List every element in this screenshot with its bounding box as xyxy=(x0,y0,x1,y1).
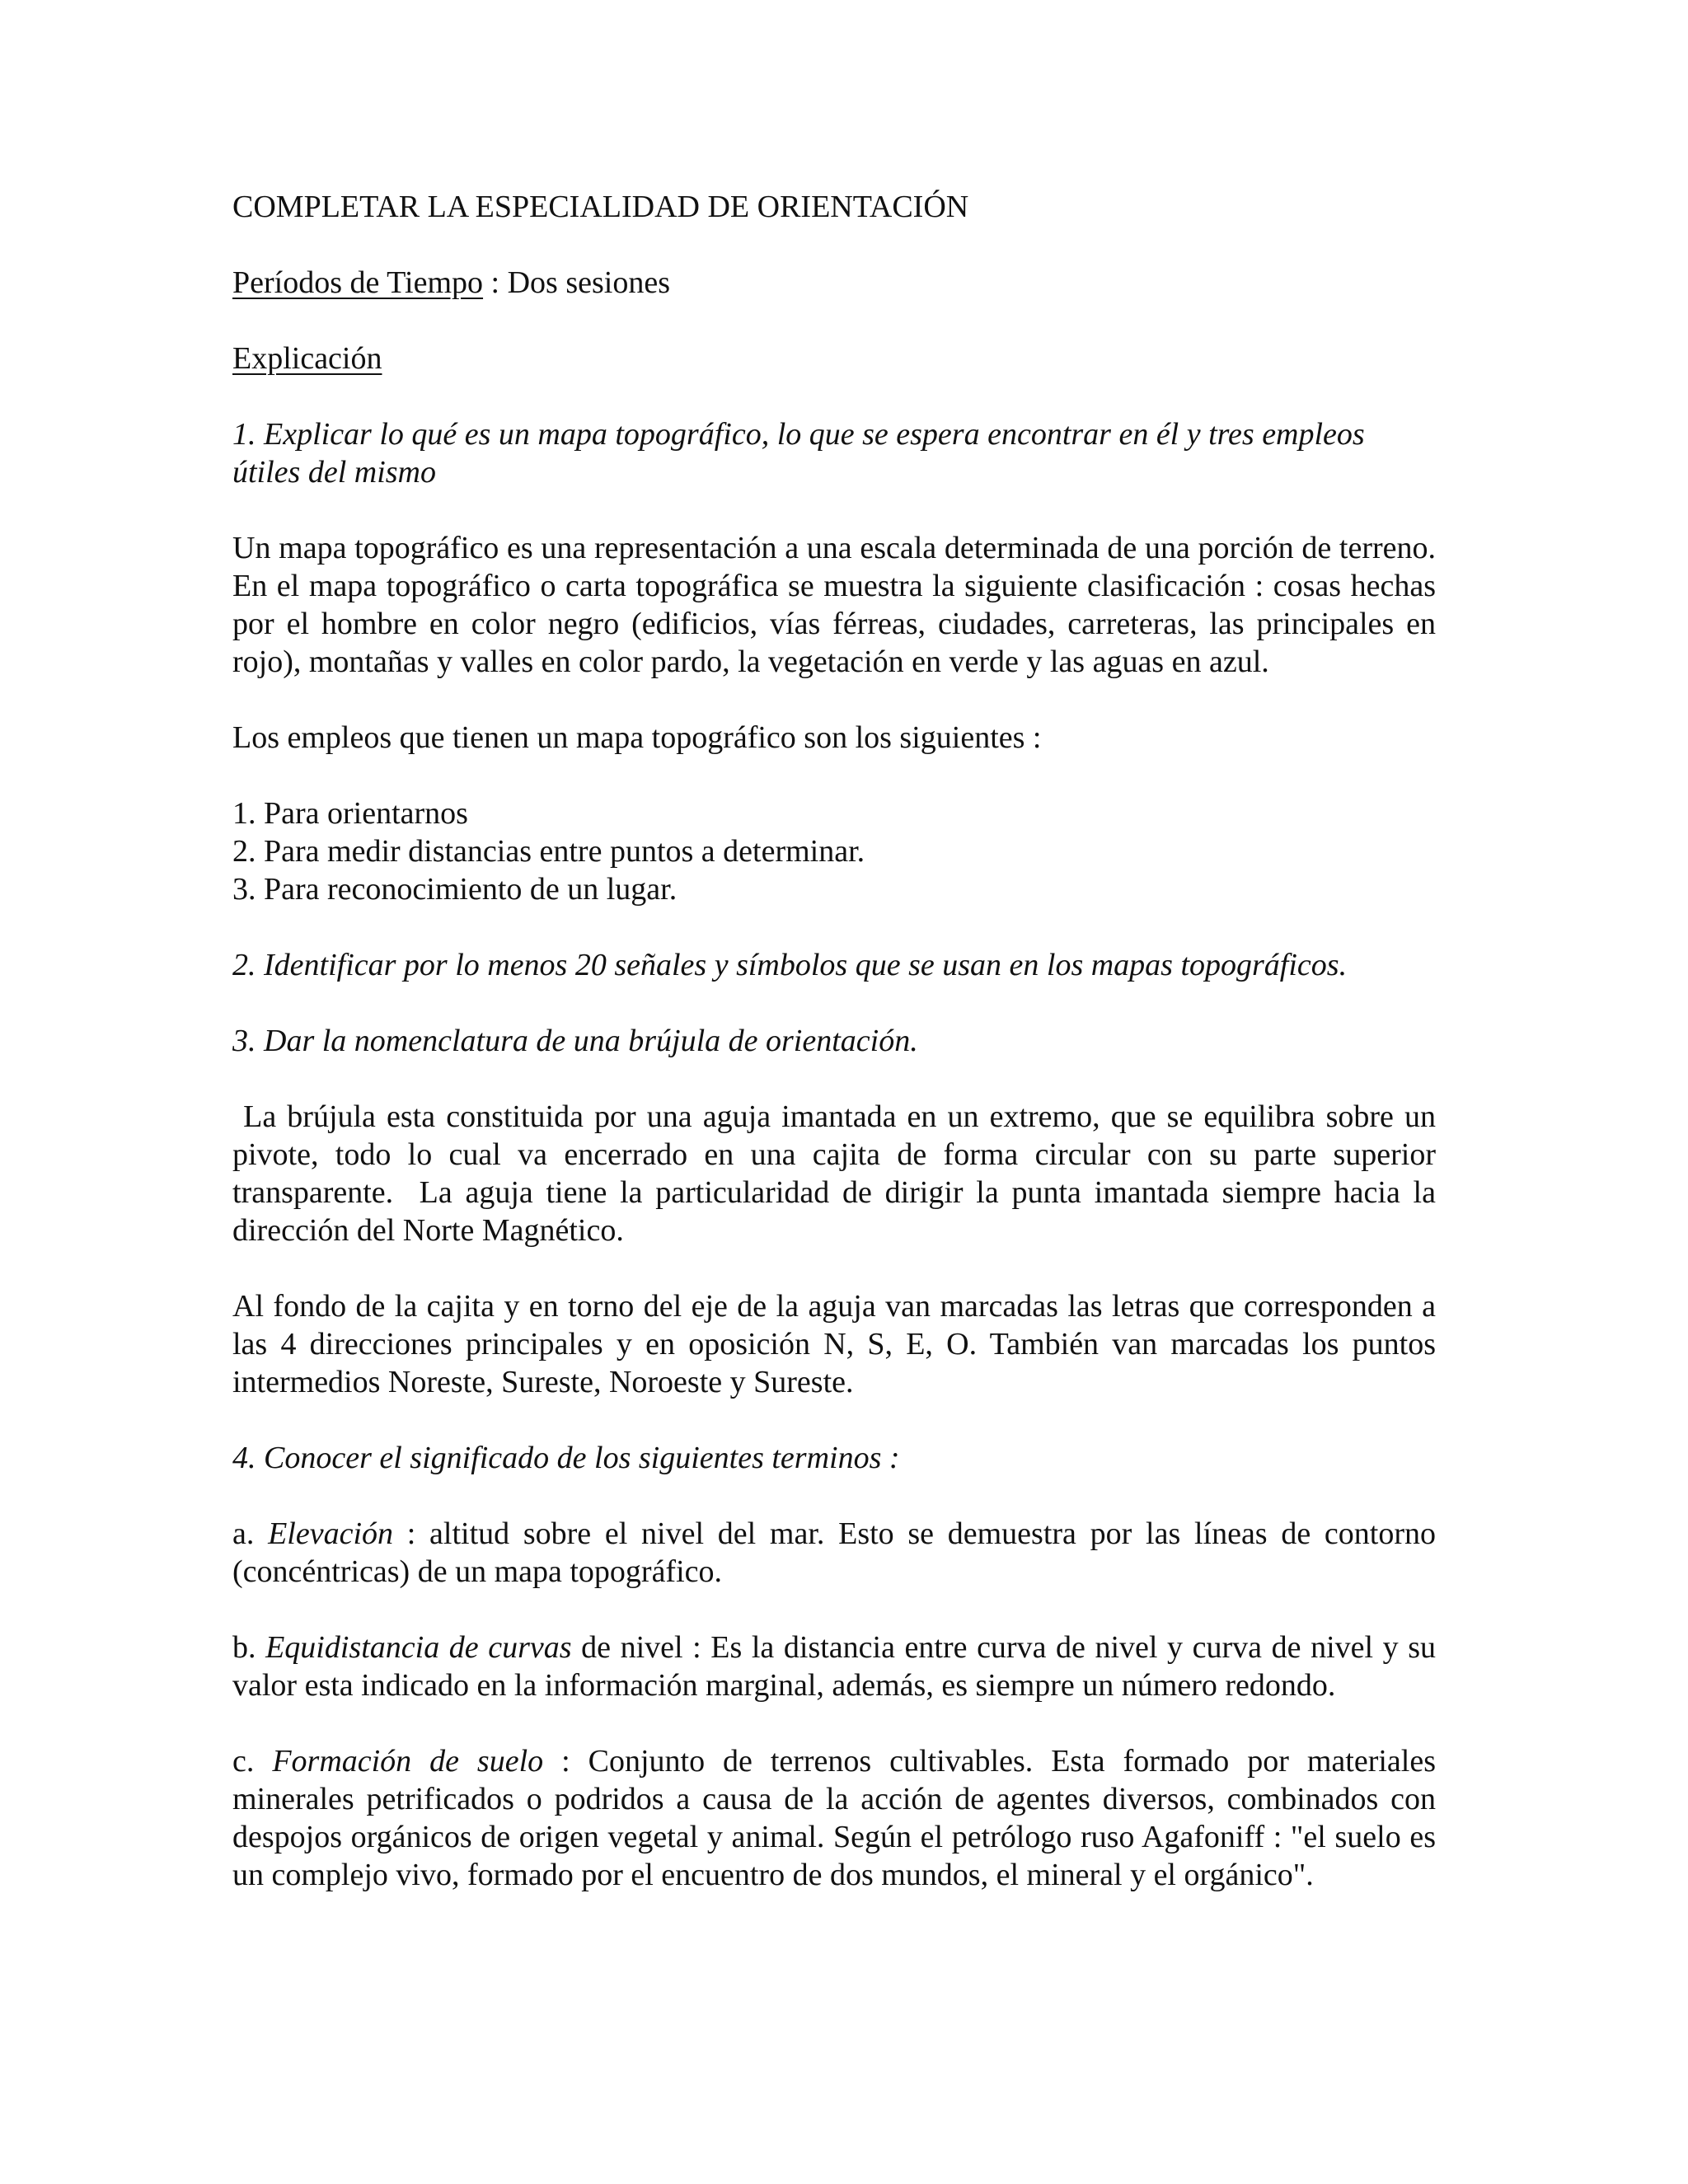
spacer xyxy=(232,377,1436,415)
periodos-value: : Dos sesiones xyxy=(483,265,670,300)
list-item: 3. Para reconocimiento de un lugar. xyxy=(232,872,678,907)
q1-uses-intro: Los empleos que tienen un mapa topográfico son los siguientes : xyxy=(232,720,1042,755)
list-item: 2. Para medir distancias entre puntos a determinar. xyxy=(232,834,865,869)
spacer xyxy=(232,1249,1436,1287)
term-definition: de nivel : Es la distancia entre curva de nivel y curva de nivel y su valor esta indicado en la información marginal, además, es siempre un número redondo. xyxy=(232,1630,1437,1703)
term-name: Equidistancia de curvas xyxy=(265,1630,572,1665)
term-definition: : altitud sobre el nivel del mar. Esto se demuestra por las líneas de contorno (concéntricas) de un mapa topográfico. xyxy=(232,1516,1436,1589)
term-name: Formación de suelo xyxy=(272,1744,544,1779)
periodos-line xyxy=(232,264,1436,302)
q4-term-a xyxy=(232,1515,1436,1591)
q3-paragraph-2: Al fondo de la cajita y en torno del eje de la aguja van marcadas las letras que corresponden a las 4 direcciones principales y en oposición N, S, E, O. También van marcadas los puntos intermedios Noreste, Sureste, Noroeste y Sureste. xyxy=(232,1289,1436,1399)
spacer xyxy=(232,757,1436,794)
spacer xyxy=(232,491,1436,529)
q4-term-c xyxy=(232,1742,1436,1894)
explicacion-heading xyxy=(232,340,1436,377)
term-prefix: a. xyxy=(232,1516,269,1551)
q4-term-b xyxy=(232,1629,1436,1704)
q4-heading: 4. Conocer el significado de los siguientes terminos : xyxy=(232,1441,900,1475)
document-page xyxy=(232,188,1444,1894)
q2-heading: 2. Identificar por lo menos 20 señales y símbolos que se usan en los mapas topográficos. xyxy=(232,948,1348,982)
term-prefix: b. xyxy=(232,1630,266,1665)
document-title: COMPLETAR LA ESPECIALIDAD DE ORIENTACIÓN xyxy=(232,190,969,224)
spacer xyxy=(232,984,1436,1022)
term-name: Elevación xyxy=(268,1516,394,1551)
spacer xyxy=(232,1477,1436,1515)
q3-paragraph-1: La brújula esta constituida por una aguja imantada en un extremo, que se equilibra sobre un pivote, todo lo cual va encerrado en una cajita de forma circular con su parte superior transparente. La aguja tiene la particularidad de dirigir la punta imantada siempre hacia la dirección del Norte Magnético. xyxy=(232,1099,1444,1248)
explicacion-heading-text: Explicación xyxy=(232,341,382,376)
q1-heading: 1. Explicar lo qué es un mapa topográfico, lo que se espera encontrar en él y tres empleos útiles del mismo xyxy=(232,417,1365,490)
spacer xyxy=(232,1591,1436,1629)
spacer xyxy=(232,1704,1436,1742)
spacer xyxy=(232,226,1436,264)
q1-paragraph: Un mapa topográfico es una representación a una escala determinada de una porción de terreno. En el mapa topográfico o carta topográfica se muestra la siguiente clasificación : cosas hechas por el hombre en color negro (edificios, vías férreas, ciudades, carreteras, las principales en rojo), montañas y valles en color pardo, la vegetación en verde y las aguas en azul. xyxy=(232,531,1436,679)
periodos-label: Períodos de Tiempo xyxy=(232,265,484,300)
term-definition: : Conjunto de terrenos cultivables. Esta formado por materiales minerales petrificados o podridos a causa de la acción de agentes diversos, combinados con despojos orgánicos de origen vegetal y animal. Según el petrólogo ruso Agafoniff : "el suelo es un complejo vivo, formado por el encuentro de dos mundos, el mineral y el orgánico". xyxy=(232,1744,1436,1892)
spacer xyxy=(232,1401,1436,1439)
term-prefix: c. xyxy=(232,1744,273,1779)
spacer xyxy=(232,908,1436,946)
spacer xyxy=(232,302,1436,340)
spacer xyxy=(232,681,1436,719)
spacer xyxy=(232,1060,1436,1098)
q3-heading: 3. Dar la nomenclatura de una brújula de orientación. xyxy=(232,1024,918,1058)
list-item: 1. Para orientarnos xyxy=(232,796,468,831)
